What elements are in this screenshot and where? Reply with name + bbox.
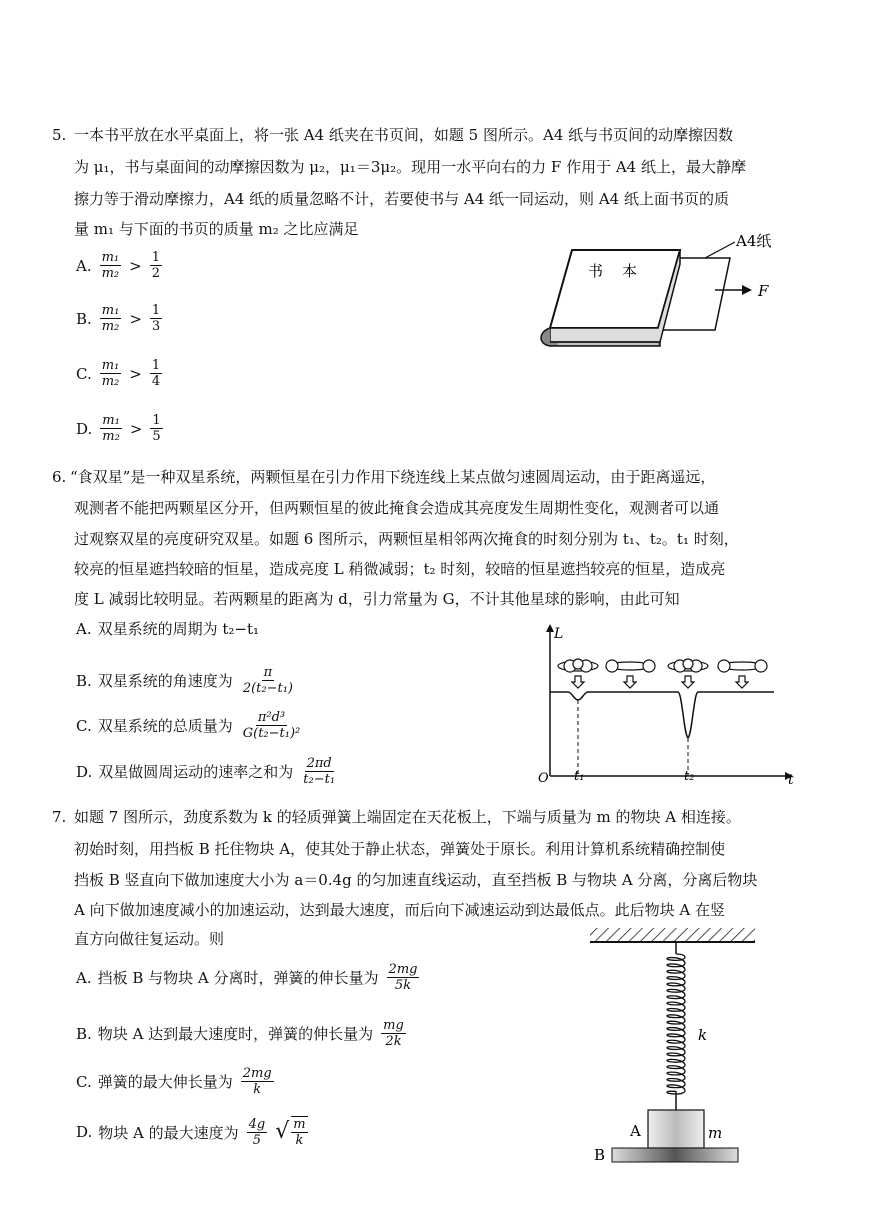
q6-option-a[interactable] — [76, 618, 259, 639]
option-label: D. — [76, 419, 93, 438]
q5-option-c[interactable] — [76, 358, 164, 389]
option-label: C. — [76, 1072, 92, 1091]
q7-line-2: 初始时刻，用挡板 B 托住物块 A，使其处于静止状态，弹簧处于原长。利用计算机系统精确控制使 — [74, 840, 726, 858]
q7-line-3: 挡板 B 竖直向下做加速度大小为 a＝0.4g 的匀加速直线运动，直至挡板 B 与物块 A 分离，分离后物块 — [74, 871, 758, 889]
spring-figure — [580, 922, 770, 1172]
option-text: 物块 A 的最大速度为 — [98, 1123, 239, 1142]
q6-number: 6. — [52, 468, 67, 486]
star-pair-side-2 — [718, 660, 767, 688]
option-text: 双星系统的周期为 t₂−t₁ — [97, 620, 260, 638]
y-axis-label: L — [554, 626, 564, 642]
value-fraction: $\frac{1}{3}$ — [151, 303, 161, 334]
option-label: B. — [76, 1024, 92, 1043]
q7-number: 7. — [52, 808, 67, 826]
option-label: B. — [76, 309, 92, 328]
q7-line-5: 直方向做往复运动。则 — [74, 930, 225, 948]
ratio-fraction: $\frac{\text{m₁}}{\text{m₂}}$ — [101, 358, 120, 389]
q5-line-2: 为 μ₁，书与桌面间的动摩擦因数为 μ₂，μ₁＝3μ₂。现用一水平向右的力 F 作用于 A4 纸上，最大静摩 — [74, 158, 746, 176]
book-text-1: 书 — [588, 262, 604, 280]
book-text-2: 本 — [622, 262, 638, 280]
option-label: A. — [76, 256, 92, 275]
option-text: 双星系统的总质量为 — [97, 717, 233, 735]
spring-k-label: k — [698, 1026, 708, 1044]
q6-line-4: 较亮的恒星遮挡较暗的恒星，造成亮度 L 稍微减弱；t₂ 时刻，较暗的恒星遮挡较亮的恒星，造成亮 — [74, 560, 726, 578]
option-label: C. — [76, 716, 92, 735]
x-axis-label: t — [788, 772, 794, 788]
q5-line-1: 一本书平放在水平桌面上，将一张 A4 纸夹在书页间，如题 5 图所示。A4 纸与书页间的动摩擦因数 — [74, 126, 734, 144]
option-text: 双星做圆周运动的速率之和为 — [98, 763, 294, 781]
q5-option-d[interactable] — [76, 413, 165, 444]
star-pair-side-1 — [606, 660, 655, 688]
ratio-fraction: $\frac{\text{m₁}}{\text{m₂}}$ — [102, 413, 120, 444]
option-fraction: $\frac{2mg}{5k}$ — [388, 962, 418, 993]
origin-label: O — [538, 771, 549, 786]
relation-symbol: > — [129, 256, 142, 275]
option-label: B. — [76, 671, 92, 690]
q6-line-3: 过观察双星的亮度研究双星。如题 6 图所示，两颗恒星相邻两次掩食的时刻分别为 t₁、t₂。t₁ 时刻， — [74, 530, 739, 548]
q6-option-b[interactable] — [76, 665, 297, 696]
q6-option-c[interactable] — [76, 710, 304, 741]
force-label: F — [758, 282, 769, 300]
q7-line-1: 如题 7 图所示，劲度系数为 k 的轻质弹簧上端固定在天花板上，下端与质量为 m 的物块 A 相连接。 — [74, 808, 741, 826]
book-cover-shape — [550, 250, 680, 328]
value-fraction: $\frac{1}{5}$ — [152, 413, 161, 444]
force-arrowhead — [742, 285, 752, 295]
q5-line-4: 量 m₁ 与下面的书页的质量 m₂ 之比应满足 — [74, 220, 359, 238]
sqrt-icon: √ — [275, 1119, 290, 1144]
option-label: D. — [76, 1123, 93, 1141]
book-figure — [530, 228, 790, 360]
q5-number: 5. — [52, 126, 67, 144]
spring-coil — [667, 954, 685, 1094]
a4-label: A4纸 — [736, 232, 772, 250]
option-label: A. — [76, 619, 92, 638]
value-fraction: $\frac{1}{4}$ — [151, 358, 161, 389]
ratio-fraction: $\frac{\text{m₁}}{\text{m₂}}$ — [101, 303, 120, 334]
q5-option-b[interactable] — [76, 303, 164, 334]
q6-line-1: “食双星”是一种双星系统，两颗恒星在引力作用下绕连线上某点做匀速圆周运动，由于距离遥远， — [70, 468, 716, 486]
option-text: 弹簧的最大伸长量为 — [97, 1073, 233, 1091]
option-label: D. — [76, 762, 93, 781]
t2-label: t₂ — [684, 769, 695, 784]
ceiling-hatch — [590, 928, 755, 942]
mass-label: m — [708, 1124, 723, 1142]
option-fraction: $\frac{mg}{2k}$ — [383, 1018, 404, 1049]
value-fraction: $\frac{1}{2}$ — [151, 250, 161, 281]
relation-symbol: > — [129, 419, 143, 438]
q6-line-5: 度 L 减弱比较明显。若两颗星的距离为 d，引力常量为 G，不计其他星球的影响，由此可知 — [74, 590, 680, 608]
light-curve-figure — [530, 620, 800, 790]
option-fraction: $\frac{\text{π²d³}}{\text{G(t₂−t₁)²}}$ — [242, 710, 301, 741]
relation-symbol: > — [129, 309, 142, 328]
t1-label: t₁ — [574, 769, 585, 784]
option-fraction: $\frac{2mg}{k}$ — [242, 1066, 272, 1097]
option-text: 物块 A 达到最大速度时，弹簧的伸长量为 — [97, 1025, 374, 1043]
q7-option-c[interactable] — [76, 1066, 276, 1097]
q7-option-d[interactable] — [76, 1116, 310, 1148]
option-label: C. — [76, 364, 92, 383]
star-pair-eclipse-2 — [668, 659, 708, 688]
q6-option-d[interactable] — [76, 756, 339, 787]
option-fraction: $\frac{2\pi d}{\text{t₂−t₁}}$ — [303, 756, 336, 787]
relation-symbol: > — [129, 364, 142, 383]
block-a — [648, 1110, 704, 1148]
sqrt-expression: √ $\frac{m}{k}$ — [275, 1117, 306, 1148]
ratio-fraction: $\frac{\text{m₁}}{\text{m₂}}$ — [101, 250, 120, 281]
q5-line-3: 擦力等于滑动摩擦力，A4 纸的质量忽略不计，若要使书与 A4 纸一同运动，则 A4 纸上面书页的质 — [74, 190, 729, 208]
option-fraction: $\frac{\pi}{\text{2(t₂−t₁)}}$ — [242, 665, 293, 696]
q6-line-2: 观测者不能把两颗星区分开，但两颗恒星的彼此掩食会造成其亮度发生周期性变化，观测者可以通 — [74, 499, 720, 517]
q7-option-a[interactable] — [76, 962, 421, 993]
option-text: 挡板 B 与物块 A 分离时，弹簧的伸长量为 — [97, 969, 379, 987]
block-a-label: A — [630, 1122, 641, 1140]
option-text: 双星系统的角速度为 — [97, 672, 233, 690]
q7-line-4: A 向下做加速度减小的加速运动，达到最大速度，而后向下减速运动到达最低点。此后物块 A 在竖 — [74, 901, 725, 919]
brightness-curve — [550, 692, 774, 738]
plate-b-label: B — [594, 1146, 606, 1164]
star-pair-eclipse-1 — [558, 659, 598, 688]
option-label: A. — [76, 968, 92, 987]
q5-option-a[interactable] — [76, 250, 164, 281]
option-fraction: $\frac{4g}{5}$ — [248, 1116, 266, 1148]
q7-option-b[interactable] — [76, 1018, 408, 1049]
plate-b — [612, 1148, 738, 1162]
